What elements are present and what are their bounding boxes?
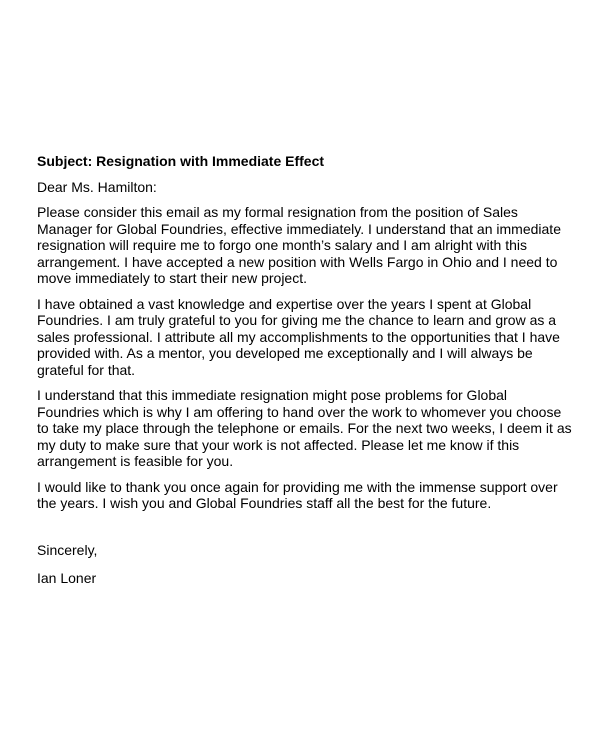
letter-paragraph-2: I have obtained a vast knowledge and expertise over the years I spent at Global Foundries. I am truly grateful to you for giving me the chance to learn and grow as a sales professional. I attribute all my accomplishments to the opportunities that I have provided with. As a mentor, you developed me exceptionally and I will always be grateful for that. xyxy=(37,295,560,378)
letter-paragraph-1: Please consider this email as my formal resignation from the position of Sales Manager for Global Foundries, effective immediately. I understand that an immediate resignation will require me to forgo one month’s salary and I am alright with this arrangement. I have accepted a new position with Wells Fargo in Ohio and I need to move immediately to start their new project. xyxy=(37,204,561,286)
letter-closing: Sincerely, xyxy=(37,541,98,558)
letter-subject: Subject: Resignation with Immediate Effect xyxy=(37,153,325,169)
letter-salutation: Dear Ms. Hamilton: xyxy=(37,178,157,195)
letter-signature: Ian Loner xyxy=(37,570,97,586)
letter-paragraph-4: I would like to thank you once again for providing me with the immense support over the years. I wish you and Global Foundries staff all the best for the future. xyxy=(37,478,558,511)
letter-paragraph-3: I understand that this immediate resignation might pose problems for Global Foundries which is why I am offering to hand over the work to whomever you choose to take my place through the telephone or emails. For the next two weeks, I deem it as my duty to make sure that your work is not affected. Please let me know if this arrangement is feasible for you. xyxy=(37,387,572,469)
letter-body xyxy=(37,153,573,587)
